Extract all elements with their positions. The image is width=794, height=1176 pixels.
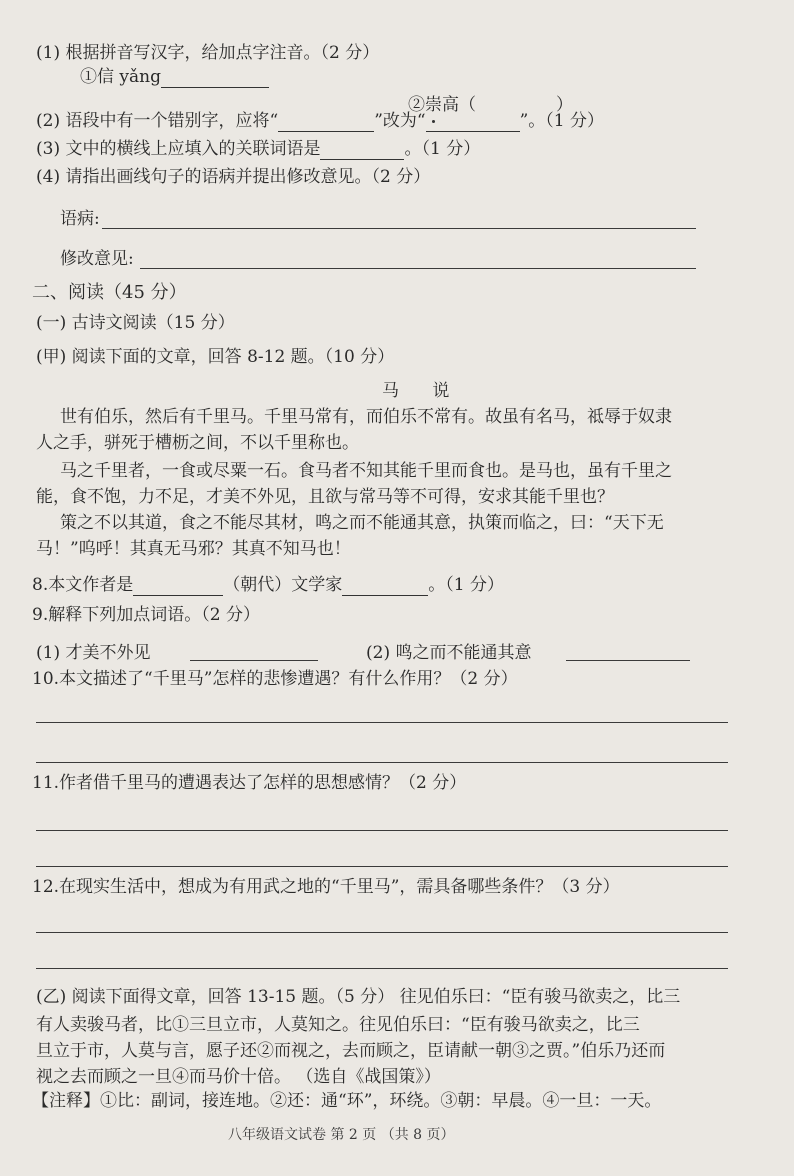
- q12: 12.在现实生活中，想成为有用武之地的“千里马”，需具备哪些条件？（3 分）: [32, 877, 620, 897]
- q2: (2) 语段中有一个错别字，应将“ ”改为“ ”。（1 分）: [36, 111, 604, 131]
- q4-advice-line[interactable]: [140, 268, 696, 269]
- q4-sick-label: 语病:: [60, 209, 100, 229]
- q4-sick-line[interactable]: [102, 228, 696, 229]
- passage-line: 世有伯乐，然后有千里马。千里马常有，而伯乐不常有。故虽有名马，祗辱于奴隶: [60, 407, 672, 427]
- passage-line: 马之千里者，一食或尽粟一石。食马者不知其能千里而食也。是马也，虽有千里之: [60, 461, 672, 481]
- passage-yi-line: 视之去而顾之一旦④而马价十倍。 （选自《战国策》）: [36, 1067, 441, 1087]
- subsection-title: (一) 古诗文阅读（15 分）: [36, 313, 235, 333]
- answer-line[interactable]: [36, 932, 728, 933]
- q9-label: 9.解释下列加点词语。（2 分）: [32, 605, 260, 625]
- page-footer: 八年级语文试卷 第 2 页 （共 8 页）: [228, 1127, 455, 1143]
- q10: 10.本文描述了“千里马”怎样的悲惨遭遇？有什么作用？（2 分）: [32, 669, 518, 689]
- answer-line[interactable]: [36, 722, 728, 723]
- q2-blank2[interactable]: [426, 113, 520, 132]
- passage-yi-line: 旦立于市，人莫与言，愿子还②而视之，去而顾之，臣请献一朝③之贾。”伯乐乃还而: [36, 1041, 666, 1061]
- passage-title: 马 说: [382, 381, 464, 401]
- q9-a-blank[interactable]: [190, 660, 318, 661]
- section-title: 二、阅读（45 分）: [32, 282, 187, 303]
- q1-item2: ②崇高（ ）: [408, 95, 573, 115]
- q3-blank[interactable]: [320, 141, 404, 160]
- q3: (3) 文中的横线上应填入的关联词语是 。（1 分）: [36, 139, 481, 159]
- passage-yi-instruction: (乙) 阅读下面得文章，回答 13-15 题。（5 分） 往见伯乐曰：“臣有骏马欲卖之，比三: [36, 987, 681, 1007]
- passage-jia-instruction: (甲) 阅读下面的文章，回答 8-12 题。（10 分）: [36, 347, 395, 367]
- q9-b: (2) 鸣之而不能通其意: [366, 643, 532, 663]
- annotation-notes: 【注释】①比：副词，接连地。②还：通“环”，环绕。③朝：早晨。④一旦：一天。: [32, 1091, 662, 1111]
- q8: 8.本文作者是 （朝代）文学家 。（1 分）: [32, 575, 504, 595]
- q8-blank2[interactable]: [342, 577, 428, 596]
- q8-blank1[interactable]: [133, 577, 223, 596]
- q11: 11.作者借千里马的遭遇表达了怎样的思想感情？（2 分）: [32, 773, 467, 793]
- answer-line[interactable]: [36, 762, 728, 763]
- answer-line[interactable]: [36, 866, 728, 867]
- answer-line[interactable]: [36, 968, 728, 969]
- passage-line: 人之手，骈死于槽枥之间，不以千里称也。: [36, 433, 359, 453]
- q1-label: (1) 根据拼音写汉字，给加点字注音。（2 分）: [36, 43, 380, 63]
- passage-line: 策之不以其道，食之不能尽其材，鸣之而不能通其意，执策而临之，曰：“天下无: [60, 513, 664, 533]
- q9-a: (1) 才美不外见: [36, 643, 151, 663]
- passage-line: 马！”呜呼！其真无马邪？其真不知马也！: [36, 539, 351, 559]
- q4-label: (4) 请指出画线句子的语病并提出修改意见。（2 分）: [36, 167, 431, 187]
- q9-b-blank[interactable]: [566, 660, 690, 661]
- q1-item1: ①信 yǎng: [80, 66, 269, 88]
- q1-blank1[interactable]: [161, 69, 269, 88]
- passage-line: 能，食不饱，力不足，才美不外见，且欲与常马等不可得，安求其能千里也？: [36, 487, 614, 507]
- q2-blank1[interactable]: [278, 113, 374, 132]
- passage-yi-line: 有人卖骏马者，比①三旦立市，人莫知之。往见伯乐曰：“臣有骏马欲卖之，比三: [36, 1015, 640, 1035]
- q4-advice-label: 修改意见:: [60, 249, 134, 269]
- answer-line[interactable]: [36, 830, 728, 831]
